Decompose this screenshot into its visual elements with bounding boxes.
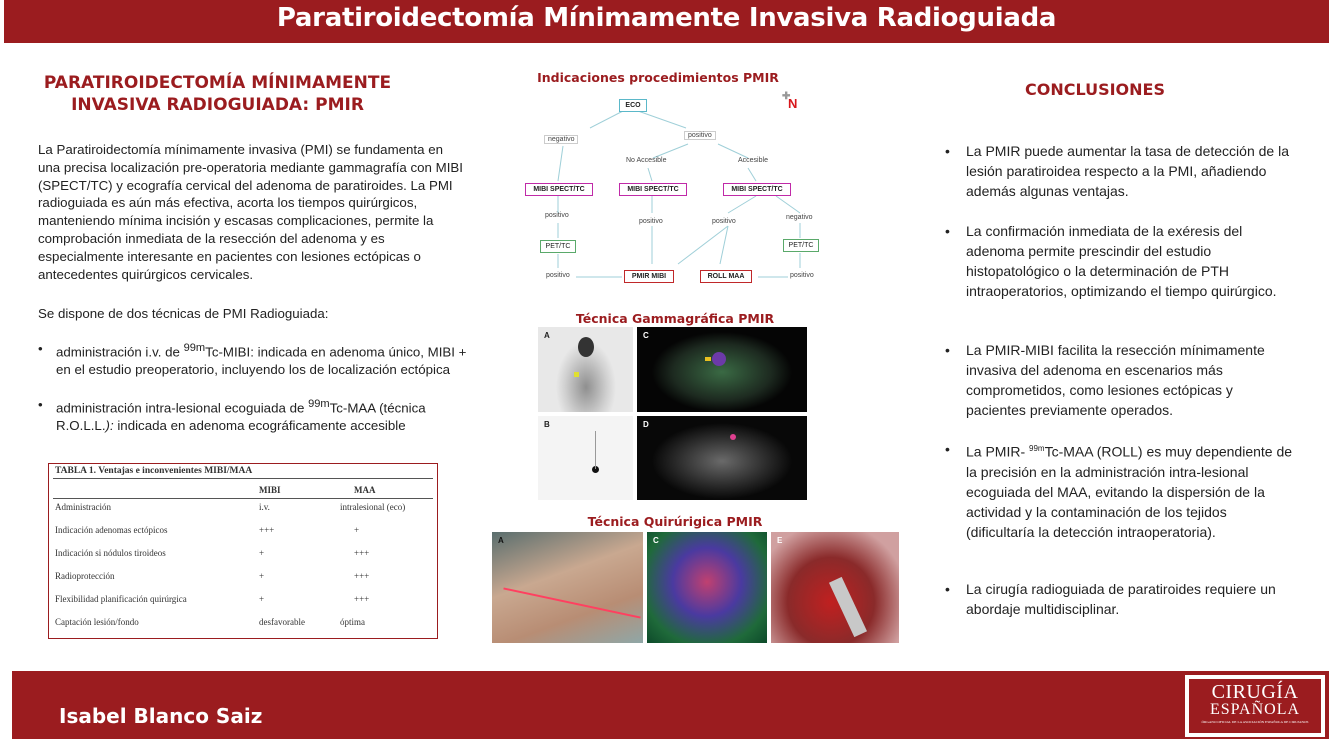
- gamma-camera-image: C: [647, 532, 767, 643]
- table-cell: +: [259, 594, 265, 604]
- flow-box-eco: ECO: [619, 99, 647, 112]
- conclusion-item: • La PMIR puede aumentar la tasa de detección de la lesión paratiroidea respecto a la PMI, añadiendo además algunas ventajas.: [945, 143, 1289, 199]
- conclusion-item: • La PMIR- $^{99m}$Tc-MAA (ROLL) es muy dependiente de la precisión en la administración intra-lesional ecoguiada del MAA, evitando la dispersión de la actividad y la contaminación de los tejidos (dificultaría la detección intraoperatoria).: [945, 441, 1293, 540]
- footer-bar: [12, 671, 1329, 739]
- table-cell: +: [259, 548, 265, 558]
- bullet-marker: •: [38, 341, 43, 356]
- flow-label-positivo: positivo: [545, 212, 569, 219]
- gamma-title: Técnica Gammagráfica PMIR: [575, 311, 775, 326]
- flow-label-positivo: positivo: [639, 218, 663, 225]
- probe-detection-image: B: [538, 416, 633, 500]
- table-rule: [53, 478, 433, 479]
- nuclear-logo-icon: ✚ N: [782, 91, 798, 111]
- flow-label-accesible: Accesible: [738, 157, 768, 164]
- surgical-title: Técnica Quirúrigica PMIR: [587, 514, 763, 529]
- techniques-intro: Se dispone de dos técnicas de PMI Radioguiada:: [38, 306, 329, 321]
- table-rule: [53, 498, 433, 499]
- flow-box-pmir-mibi: PMIR MIBI: [624, 270, 674, 283]
- flow-title: Indicaciones procedimientos PMIR: [537, 70, 779, 85]
- technique-bullet-1: • administración i.v. de $^{99m}$Tc-MIBI: indicada en adenoma único, MIBI + en el estudio preoperatorio, incluyendo los de localización ectópica: [38, 341, 467, 378]
- conclusion-item: • La PMIR-MIBI facilita la resección mínimamente invasiva del adenoma en escenarios más comprometidos, como lesiones ectópicas y pacientes previamente operados.: [945, 342, 1265, 418]
- left-heading-line1: PARATIROIDECTOMÍA MÍNIMAMENTE: [43, 73, 392, 93]
- author-name: Isabel Blanco Saiz: [59, 704, 263, 728]
- planar-scintigraphy-image: A: [538, 327, 633, 412]
- indications-flowchart: [518, 88, 848, 298]
- bullet-marker: •: [945, 342, 950, 358]
- flow-box-mibi-3: MIBI SPECT/TC: [723, 183, 791, 196]
- ct-axial-image: D: [637, 416, 807, 500]
- left-heading: [40, 72, 395, 116]
- flow-box-mibi-2: MIBI SPECT/TC: [619, 183, 687, 196]
- flow-label-positivo: positivo: [712, 218, 736, 225]
- table-cell: Flexibilidad planificación quirúrgica: [55, 594, 187, 604]
- table-cell: +: [259, 571, 265, 581]
- table-cell: +++: [354, 571, 370, 581]
- table-cell: Indicación si nódulos tiroideos: [55, 548, 166, 558]
- table-cell: intralesional (eco): [340, 502, 406, 512]
- spect-ct-axial-image: C: [637, 327, 807, 412]
- intro-paragraph: La Paratiroidectomía mínimamente invasiva (PMI) se fundamenta en una precisa localización pre-operatoria mediante gammagrafía con MIBI (SPECT/TC) y ecografía cervical del adenoma de paratiroides. La PMI radioguiada es aún más efectiva, acorta los tiempos quirúrgicos, manteniendo mínima incisión y escasas complicaciones, permite la comprobación inmediata de la resección del adenoma y es especialmente interesante en pacientes con lesiones ectópicas o antecedentes quirúrgicos cervicales.: [38, 142, 463, 282]
- table-cell: óptima: [340, 617, 365, 627]
- bullet-marker: •: [945, 143, 950, 159]
- table-cell: +++: [354, 594, 370, 604]
- bullet-marker: •: [38, 397, 43, 412]
- flow-box-pet-2: PET/TC: [783, 239, 819, 252]
- table-cell: +++: [354, 548, 370, 558]
- table-cell: +: [354, 525, 360, 535]
- surgery-photo-field: E: [771, 532, 899, 643]
- cirugia-espanola-logo: CIRUGÍA ESPAÑOLA ÓRGANO OFICIAL DE LA ASOCIACIÓN ESPAÑOLA DE CIRUJANOS: [1185, 675, 1325, 737]
- table-cell: i.v.: [259, 502, 270, 512]
- left-heading-line2: INVASIVA RADIOGUIADA: PMIR: [71, 95, 364, 115]
- flow-label-positivo: positivo: [546, 272, 570, 279]
- title-bar: [4, 0, 1329, 43]
- table-cell: Captación lesión/fondo: [55, 617, 139, 627]
- table-header-mibi: MIBI: [259, 485, 281, 495]
- table-cell: Administración: [55, 502, 111, 512]
- conclusions-heading: CONCLUSIONES: [1024, 80, 1165, 99]
- poster-title: Paratiroidectomía Mínimamente Invasiva Radioguiada: [276, 3, 1057, 33]
- flow-label-negativo: negativo: [786, 214, 813, 221]
- flow-label-positivo: positivo: [684, 131, 716, 140]
- table-caption: TABLA 1. Ventajas e inconvenientes MIBI/MAA: [55, 466, 253, 476]
- bullet-marker: •: [945, 223, 950, 239]
- flow-label-negativo: negativo: [544, 135, 578, 144]
- table-cell: Indicación adenomas ectópicos: [55, 525, 168, 535]
- flow-box-pet-1: PET/TC: [540, 240, 576, 253]
- flow-box-mibi-1: MIBI SPECT/TC: [525, 183, 593, 196]
- bullet-marker: •: [945, 441, 950, 457]
- flow-label-no-accesible: No Accesible: [626, 157, 667, 164]
- bullet-marker: •: [945, 581, 950, 597]
- table-cell: Radioprotección: [55, 571, 115, 581]
- conclusion-item: • La confirmación inmediata de la exéresis del adenoma permite prescindir del estudio histopatológico o la determinación de PTH intraoperatorios, optimizando el tiempo quirúrgico.: [945, 223, 1277, 299]
- table-header-maa: MAA: [354, 485, 376, 495]
- surgery-photo-probe: A: [492, 532, 643, 643]
- conclusion-item: • La cirugía radioguiada de paratiroides requiere un abordaje multidisciplinar.: [945, 581, 1276, 617]
- table-cell: desfavorable: [259, 617, 305, 627]
- table-cell: +++: [259, 525, 275, 535]
- mibi-maa-table: [48, 463, 438, 639]
- technique-bullet-2: • administración intra-lesional ecoguiada de $^{99m}$Tc-MAA (técnica R.O.L.L.): indicada en adenoma ecográficamente accesible: [38, 397, 426, 434]
- flow-label-positivo: positivo: [790, 272, 814, 279]
- flow-box-roll-maa: ROLL MAA: [700, 270, 752, 283]
